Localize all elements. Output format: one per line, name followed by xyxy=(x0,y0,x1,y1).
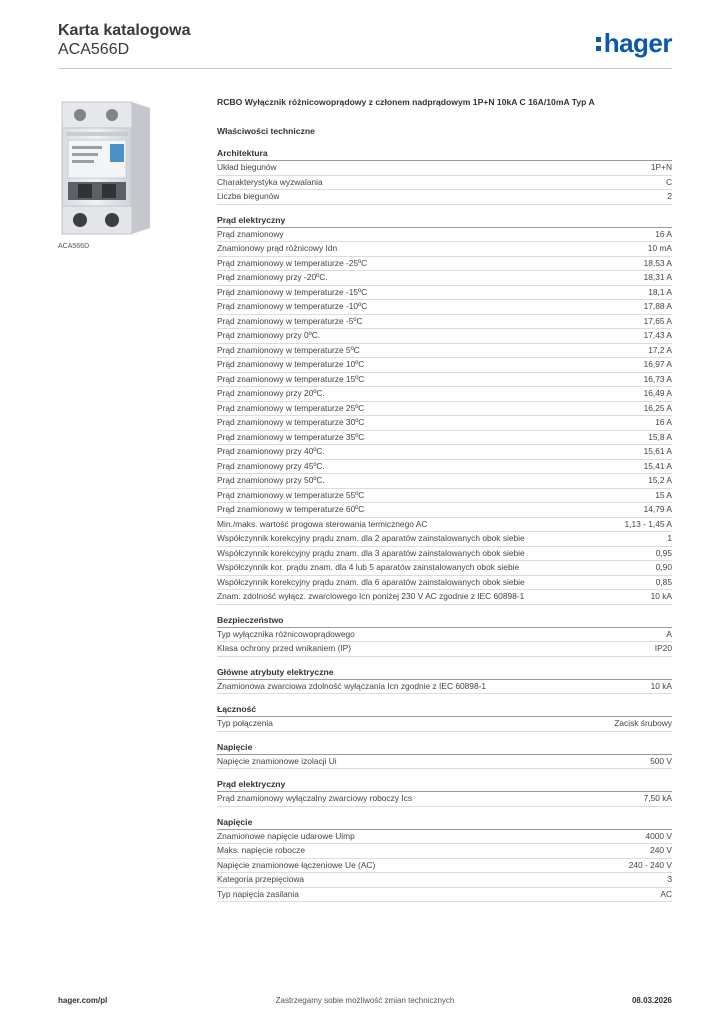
spec-label: Prąd znamionowy w temperaturze -25ºC xyxy=(217,257,368,268)
spec-label: Klasa ochrony przed wnikaniem (IP) xyxy=(217,643,352,653)
spec-row xyxy=(217,344,672,359)
spec-row xyxy=(217,489,672,504)
spec-value: A xyxy=(666,628,672,639)
logo-dots-icon xyxy=(596,33,602,53)
spec-label: Prąd znamionowy w temperaturze 35ºC xyxy=(217,431,365,442)
spec-value: 10 kA xyxy=(650,591,672,601)
spec-row xyxy=(217,228,672,243)
spec-row xyxy=(217,888,672,903)
spec-label: Prąd znamionowy w temperaturze 5ºC xyxy=(217,344,360,355)
spec-row xyxy=(217,518,672,533)
product-image xyxy=(58,98,154,236)
section-title: Bezpieczeństwo xyxy=(217,613,672,628)
spec-label: Znam. zdolność wyłącz. zwarciowego Icn poniżej 230 V AC zgodnie z IEC 60898-1 xyxy=(217,591,525,601)
spec-row xyxy=(217,431,672,446)
spec-value: 10 kA xyxy=(650,680,672,691)
spec-row xyxy=(217,387,672,402)
spec-label: Liczba biegunów xyxy=(217,191,280,201)
rcbo-device-image xyxy=(58,98,154,236)
spec-label: Min./maks. wartość progowa sterowania termicznego AC xyxy=(217,518,428,529)
spec-row xyxy=(217,257,672,272)
spec-value: 0,95 xyxy=(655,547,672,558)
spec-row xyxy=(217,161,672,176)
spec-label: Znamionowe napięcie udarowe Uimp xyxy=(217,830,355,841)
spec-section xyxy=(217,702,672,732)
spec-value: 16,97 A xyxy=(643,359,672,369)
spec-label: Prąd znamionowy w temperaturze 60ºC xyxy=(217,504,365,514)
spec-label: Współczynnik kor. prądu znam. dla 4 lub 5 aparatów zainstalowanych obok siebie xyxy=(217,562,520,572)
spec-row xyxy=(217,590,672,605)
spec-label: Prąd znamionowy wyłączalny zwarciowy roboczy Ics xyxy=(217,793,413,803)
spec-row xyxy=(217,547,672,562)
spec-value: 10 mA xyxy=(647,243,672,253)
technical-properties-heading: Właściwości techniczne xyxy=(217,126,315,136)
spec-value: 15,41 A xyxy=(643,460,672,471)
header-divider xyxy=(58,68,672,69)
spec-label: Prąd znamionowy xyxy=(217,228,284,239)
spec-value: 17,2 A xyxy=(648,344,672,355)
spec-value: 18,31 A xyxy=(643,272,672,282)
spec-row xyxy=(217,445,672,460)
spec-section xyxy=(217,665,672,695)
spec-value: 3 xyxy=(667,874,672,884)
spec-row xyxy=(217,402,672,417)
spec-row xyxy=(217,680,672,695)
spec-value: 16,25 A xyxy=(643,402,672,413)
section-title: Napięcie xyxy=(217,740,672,755)
spec-value: 0,85 xyxy=(655,576,672,587)
spec-row xyxy=(217,460,672,475)
spec-value: 17,88 A xyxy=(643,301,672,311)
spec-row xyxy=(217,717,672,732)
spec-section xyxy=(217,613,672,657)
spec-row xyxy=(217,474,672,489)
spec-row xyxy=(217,792,672,807)
spec-value: C xyxy=(665,176,672,187)
spec-row xyxy=(217,300,672,315)
spec-label: Prąd znamionowy przy 20ºC. xyxy=(217,388,325,398)
spec-value: 2 xyxy=(667,191,672,201)
product-description: RCBO Wyłącznik różnicowoprądowy z członem nadprądowym 1P+N 10kA C 16A/10mA Typ A xyxy=(217,97,595,107)
spec-row xyxy=(217,830,672,845)
section-title: Napięcie xyxy=(217,815,672,830)
spec-value: AC xyxy=(660,888,672,899)
spec-label: Prąd znamionowy w temperaturze -10ºC xyxy=(217,301,368,311)
spec-label: Napięcie znamionowe izolacji Ui xyxy=(217,755,337,766)
spec-row xyxy=(217,373,672,388)
spec-value: 240 - 240 V xyxy=(628,859,672,870)
spec-label: Prąd znamionowy w temperaturze -5ºC xyxy=(217,315,363,326)
spec-row xyxy=(217,271,672,286)
page-header xyxy=(58,20,672,70)
spec-value: 16,49 A xyxy=(643,388,672,398)
spec-label: Współczynnik korekcyjny prądu znam. dla 6 aparatów zainstalowanych obok siebie xyxy=(217,576,525,587)
spec-row xyxy=(217,315,672,330)
spec-label: Kategoria przepięciowa xyxy=(217,874,305,884)
spec-value: 7,50 kA xyxy=(643,793,672,803)
spec-row xyxy=(217,844,672,859)
spec-label: Prąd znamionowy w temperaturze 15ºC xyxy=(217,373,365,384)
spec-value: Zacisk śrubowy xyxy=(614,718,672,728)
section-title: Łączność xyxy=(217,702,672,717)
spec-value: 17,65 A xyxy=(643,315,672,326)
spec-sections xyxy=(217,146,672,902)
spec-value: 1P+N xyxy=(650,162,672,172)
logo-text: hager xyxy=(603,28,672,58)
section-title: Prąd elektryczny xyxy=(217,213,672,228)
spec-row xyxy=(217,755,672,770)
spec-value: 4000 V xyxy=(645,830,672,841)
spec-section xyxy=(217,740,672,770)
spec-row xyxy=(217,561,672,576)
spec-value: 16,73 A xyxy=(643,373,672,384)
spec-value: 1 xyxy=(667,533,672,543)
spec-row xyxy=(217,190,672,205)
spec-label: Prąd znamionowy przy 50ºC. xyxy=(217,475,325,485)
spec-section xyxy=(217,146,672,205)
spec-value: IP20 xyxy=(654,643,672,653)
footer-website-link[interactable]: hager.com/pl xyxy=(58,996,108,1005)
image-caption: ACA566D xyxy=(58,243,90,250)
spec-row xyxy=(217,503,672,518)
section-title: Główne atrybuty elektryczne xyxy=(217,665,672,680)
spec-label: Współczynnik korekcyjny prądu znam. dla 2 aparatów zainstalowanych obok siebie xyxy=(217,533,525,543)
document-title: Karta katalogowa xyxy=(58,22,191,39)
spec-value: 240 V xyxy=(650,845,672,855)
spec-row xyxy=(217,873,672,888)
spec-row xyxy=(217,532,672,547)
spec-value: 500 V xyxy=(650,755,672,766)
spec-value: 15 A xyxy=(655,489,672,500)
spec-label: Prąd znamionowy w temperaturze 55ºC xyxy=(217,489,365,500)
footer-disclaimer: Zastrzegamy sobie możliwość zmian technicznych xyxy=(275,996,455,1005)
spec-label: Znamionowa zwarciowa zdolność wyłączania Icn zgodnie z IEC 60898-1 xyxy=(217,680,487,691)
spec-label: Typ napięcia zasilania xyxy=(217,888,299,899)
footer-date: 08.03.2026 xyxy=(631,996,672,1005)
spec-label: Typ wyłącznika różnicowoprądowego xyxy=(217,628,355,639)
spec-row xyxy=(217,416,672,431)
specification-panel xyxy=(217,95,672,902)
spec-label: Znamionowy prąd różnicowy Idn xyxy=(217,243,338,253)
page-footer xyxy=(58,996,672,1010)
spec-section xyxy=(217,777,672,807)
spec-row xyxy=(217,358,672,373)
spec-section xyxy=(217,815,672,903)
spec-label: Napięcie znamionowe łączeniowe Ue (AC) xyxy=(217,859,376,870)
spec-label: Prąd znamionowy przy -20ºC. xyxy=(217,272,328,282)
spec-row xyxy=(217,576,672,591)
spec-label: Prąd znamionowy w temperaturze -15ºC xyxy=(217,286,368,297)
spec-label: Typ połączenia xyxy=(217,718,273,728)
spec-label: Prąd znamionowy w temperaturze 10ºC xyxy=(217,359,365,369)
section-title: Prąd elektryczny xyxy=(217,777,672,792)
spec-label: Prąd znamionowy przy 0ºC. xyxy=(217,330,321,340)
spec-label: Maks. napięcie robocze xyxy=(217,845,305,855)
spec-label: Prąd znamionowy w temperaturze 25ºC xyxy=(217,402,365,413)
spec-value: 18,1 A xyxy=(648,286,672,297)
spec-row xyxy=(217,859,672,874)
spec-value: 18,53 A xyxy=(643,257,672,268)
spec-row xyxy=(217,329,672,344)
spec-value: 15,61 A xyxy=(643,446,672,456)
spec-value: 16 A xyxy=(655,417,672,427)
spec-row xyxy=(217,628,672,643)
spec-value: 0,90 xyxy=(655,562,672,572)
spec-value: 17,43 A xyxy=(643,330,672,340)
product-code: ACA566D xyxy=(58,41,130,58)
spec-label: Prąd znamionowy przy 40ºC. xyxy=(217,446,325,456)
spec-value: 1,13 - 1,45 A xyxy=(624,518,672,529)
spec-row xyxy=(217,642,672,657)
spec-row xyxy=(217,286,672,301)
spec-row xyxy=(217,242,672,257)
section-title: Architektura xyxy=(217,146,672,161)
spec-section xyxy=(217,213,672,605)
spec-label: Prąd znamionowy w temperaturze 30ºC xyxy=(217,417,365,427)
spec-value: 14,79 A xyxy=(643,504,672,514)
spec-value: 16 A xyxy=(655,228,672,239)
spec-row xyxy=(217,176,672,191)
spec-label: Układ biegunów xyxy=(217,162,277,172)
spec-label: Prąd znamionowy przy 45ºC. xyxy=(217,460,325,471)
spec-label: Współczynnik korekcyjny prądu znam. dla 3 aparatów zainstalowanych obok siebie xyxy=(217,547,525,558)
spec-value: 15,2 A xyxy=(648,475,672,485)
spec-label: Charakterystyka wyzwalania xyxy=(217,176,323,187)
hager-logo xyxy=(596,28,672,56)
spec-value: 15,8 A xyxy=(648,431,672,442)
